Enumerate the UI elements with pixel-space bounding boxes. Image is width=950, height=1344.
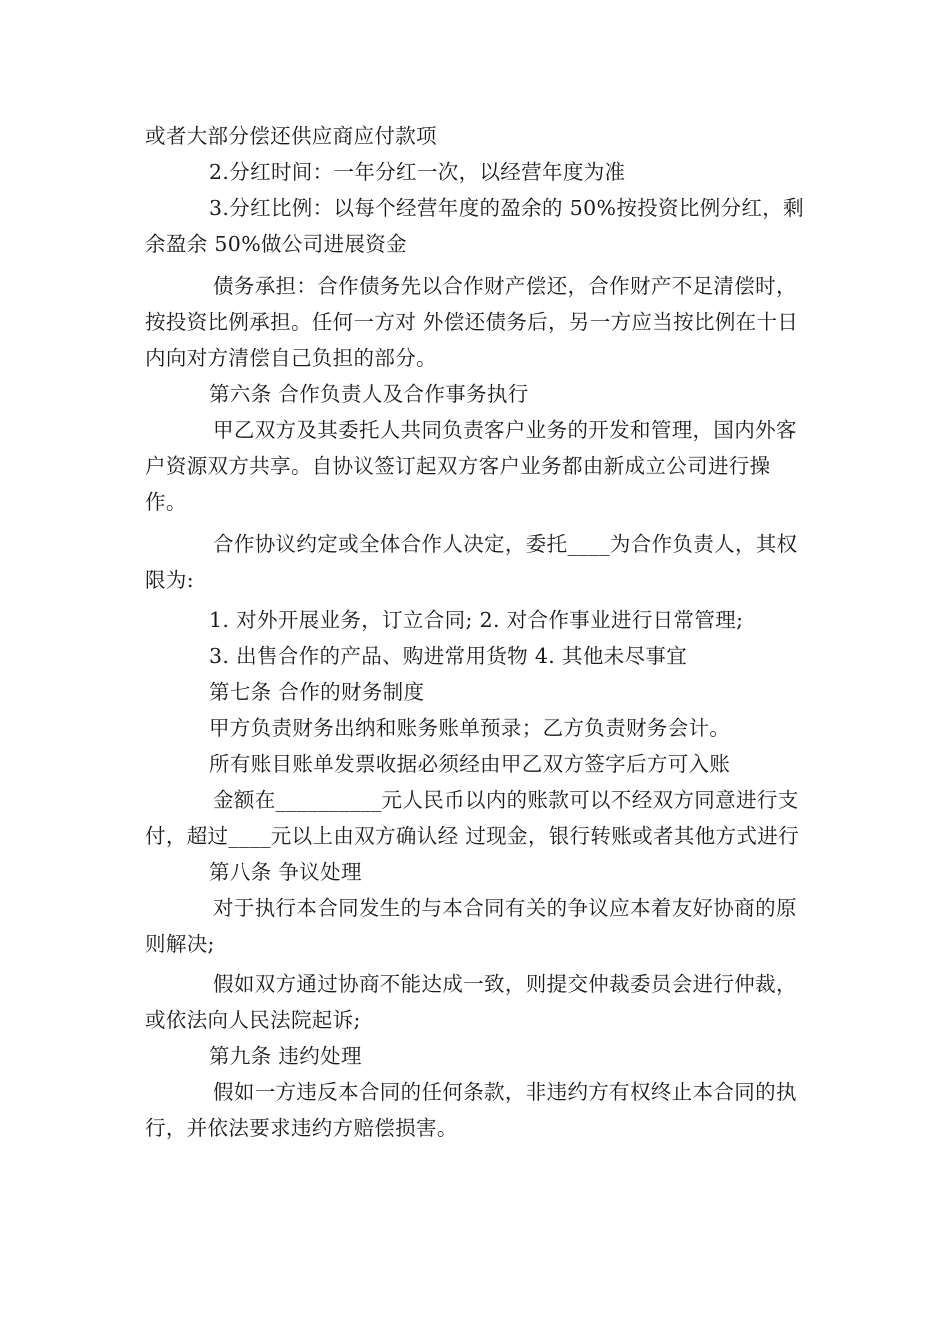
- paragraph-authority-3-4: 3. 出售合作的产品、购进常用货物 4. 其他未尽事宜: [209, 644, 688, 668]
- heading-article-7: 第七条 合作的财务制度: [209, 680, 425, 704]
- paragraph-dispute-negotiation: 对于执行本合同发生的与本合同有关的争议应本着友好协商的原则解决;: [145, 896, 797, 956]
- paragraph-repayment-continued: 或者大部分偿还供应商应付款项: [145, 124, 437, 148]
- document-body: [145, 118, 807, 1146]
- paragraph-dividend-time: 2.分红时间：一年分红一次，以经营年度为准: [209, 160, 626, 184]
- paragraph-customer-business: 甲乙双方及其委托人共同负责客户业务的开发和管理，国内外客户资源双方共享。自协议签订起双方客户业务都由新成立公司进行操作。: [145, 418, 797, 514]
- paragraph-dividend-ratio: 3.分红比例：以每个经营年度的盈余的 50%按投资比例分红，剩余盈余 50%做公司进展资金: [145, 196, 804, 256]
- paragraph-debt-bearing: 债务承担：合作债务先以合作财产偿还，合作财产不足清偿时，按投资比例承担。任何一方对 外偿还债务后，另一方应当按比例在十日内向对方清偿自己负担的部分。: [145, 274, 799, 370]
- paragraph-breach-handling: 假如一方违反本合同的任何条款，非违约方有权终止本合同的执行，并依法要求违约方赔偿损害。: [145, 1080, 797, 1140]
- heading-article-9: 第九条 违约处理: [209, 1044, 362, 1068]
- paragraph-authority-1-2: 1. 对外开展业务，订立合同; 2. 对合作事业进行日常管理;: [209, 608, 744, 632]
- paragraph-account-signing: 所有账目账单发票收据必须经由甲乙双方签字后方可入账: [209, 752, 731, 776]
- paragraph-finance-duties: 甲方负责财务出纳和账务账单预录；乙方负责财务会计。: [209, 716, 731, 740]
- heading-article-8: 第八条 争议处理: [209, 860, 362, 884]
- heading-article-6: 第六条 合作负责人及合作事务执行: [209, 382, 529, 406]
- paragraph-cooperation-manager: 合作协议约定或全体合作人决定，委托____为合作负责人，其权限为:: [145, 532, 798, 592]
- paragraph-payment-limits: 金额在__________元人民币以内的账款可以不经双方同意进行支付，超过____元以上由双方确认经 过现金，银行转账或者其他方式进行: [145, 788, 799, 848]
- paragraph-dispute-arbitration: 假如双方通过协商不能达成一致，则提交仲裁委员会进行仲裁，或依法向人民法院起诉;: [145, 972, 797, 1032]
